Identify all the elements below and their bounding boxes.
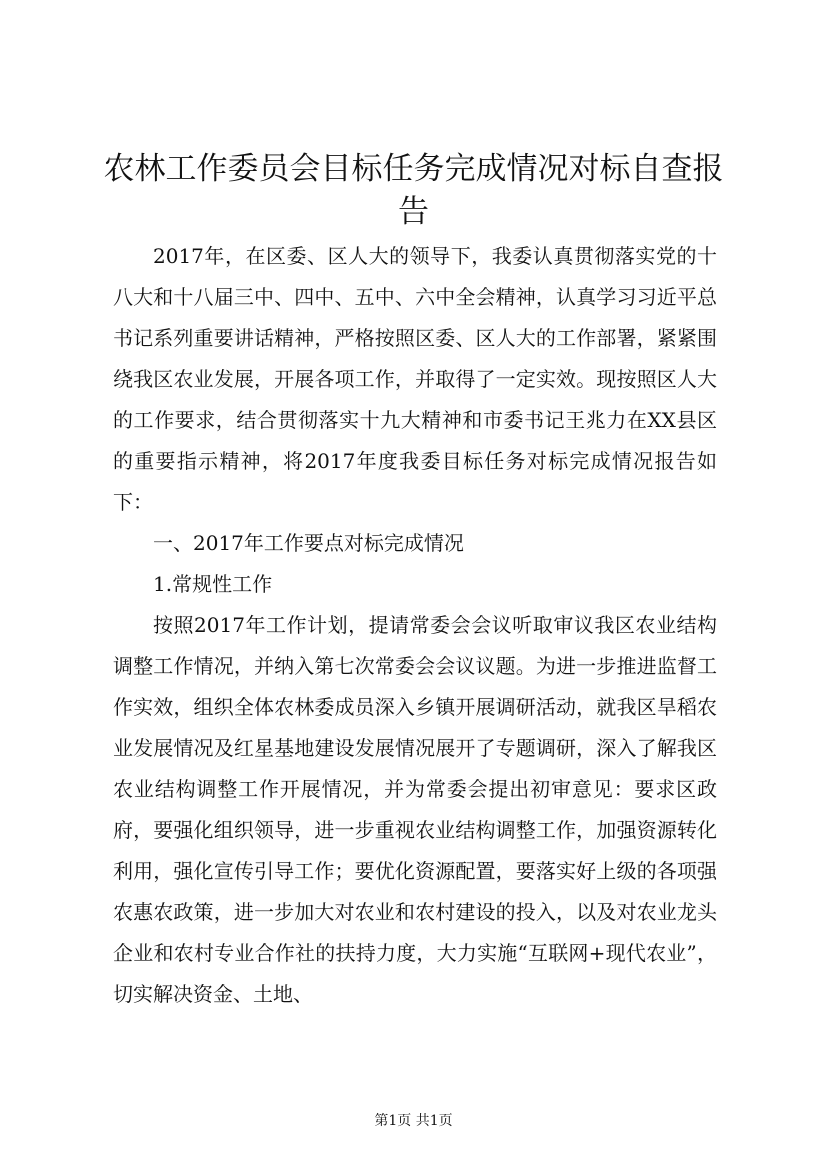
subsection-heading: 1.常规性工作 bbox=[153, 572, 273, 596]
intro-paragraph: 2017年，在区委、区人大的领导下，我委认真贯彻落实党的十八大和十八届三中、四中、五中、六中全会精神，认真学习习近平总书记系列重要讲话精神，严格按照区委、区人大的工作部署，紧紧围绕我区农业发展，开展各项工作，并取得了一定实效。现按照区人大的工作要求，结合贯彻落实十九大精神和市委书记王兆力在XX县区的重要指示精神，将2017年度我委目标任务对标完成情况报告如下： bbox=[113, 244, 717, 514]
document-title: 农林工作委员会目标任务完成情况对标自查报告 bbox=[103, 151, 724, 230]
page-footer: 第1页 共1页 bbox=[374, 1113, 453, 1129]
body-paragraph: 按照2017年工作计划，提请常委会会议听取审议我区农业结构调整工作情况，并纳入第七次常委会会议议题。为进一步推进监督工作实效，组织全体农林委成员深入乡镇开展调研活动，就我区旱稻农业发展情况及红星基地建设发展情况展开了专题调研，深入了解我区农业结构调整工作开展情况，并为常委会提出初审意见：要求区政府，要强化组织领导，进一步重视农业结构调整工作，加强资源转化利用，强化宣传引导工作；要优化资源配置，要落实好上级的各项强农惠农政策，进一步加大对农业和农村建设的投入，以及对农业龙头企业和农村专业合作社的扶持力度，大力实施“互联网+现代农业”，切实解决资金、土地、 bbox=[113, 613, 717, 1006]
document-body bbox=[113, 236, 717, 1015]
section-heading: 一、2017年工作要点对标完成情况 bbox=[153, 531, 464, 555]
